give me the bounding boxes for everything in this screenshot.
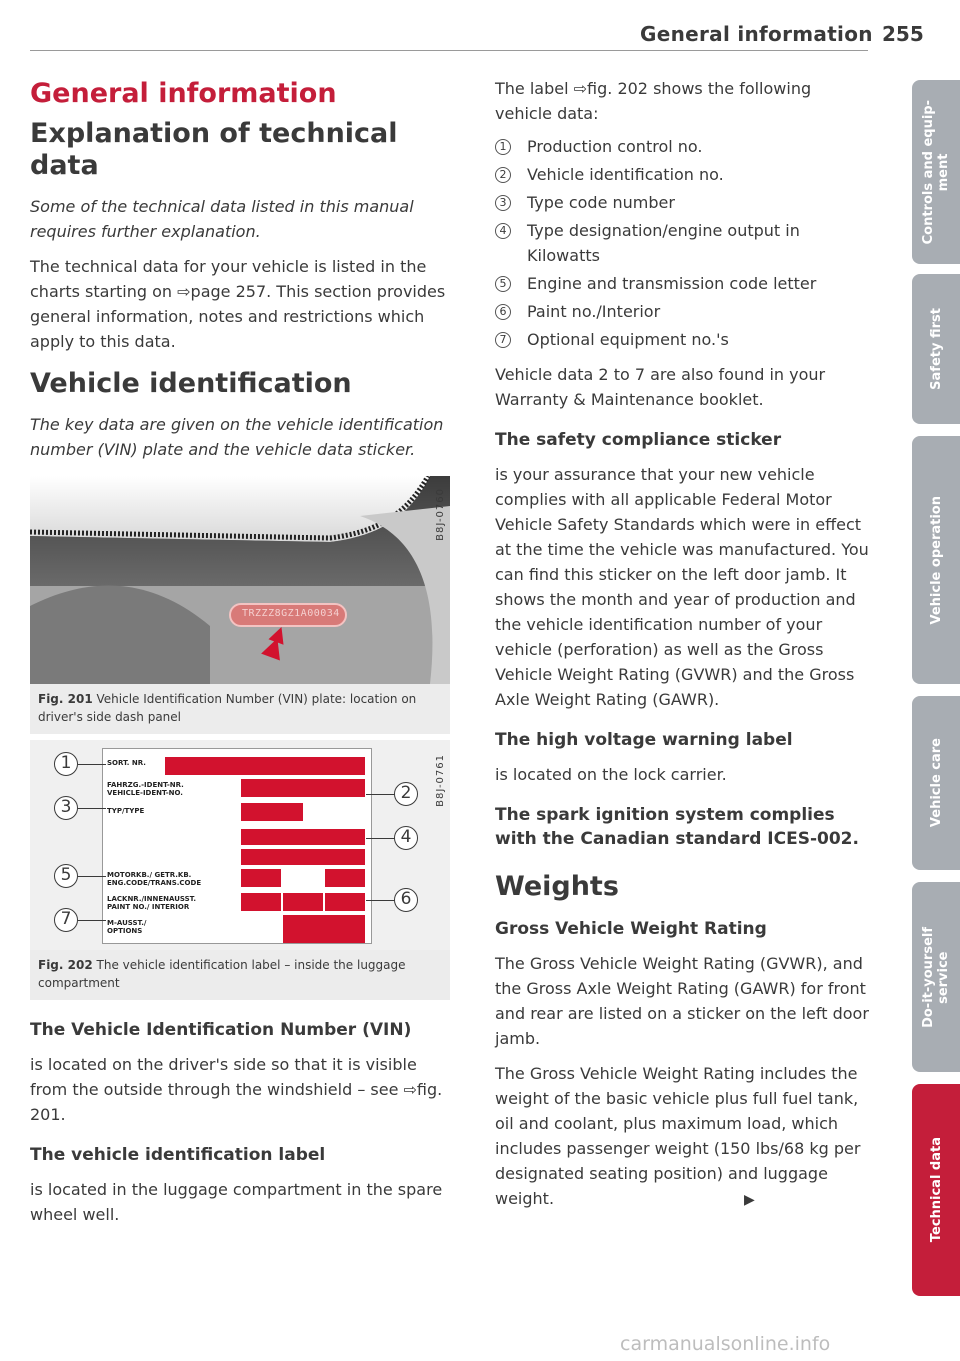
watermark-text: carmanualsonline.info bbox=[620, 1333, 831, 1355]
list-item bbox=[495, 271, 870, 296]
label-field-m-ausst: M-AUSST./ bbox=[107, 919, 147, 927]
callout-3: 3 bbox=[54, 796, 78, 820]
tab-label: Controls and equip- ment bbox=[921, 99, 951, 245]
tab-do-it-yourself-service[interactable] bbox=[912, 882, 960, 1072]
label-field-type: TYP/TYPE bbox=[107, 807, 145, 815]
list-item bbox=[495, 299, 870, 324]
figure-code: B8J-0761 bbox=[435, 754, 446, 807]
list-number: 6 bbox=[495, 304, 511, 320]
field-block-4a bbox=[241, 829, 365, 845]
page-number: 255 bbox=[882, 22, 924, 46]
paragraph-text: The Gross Vehicle Weight Rating includes the weight of the basic vehicle plus full fuel tank, oil and coolant, plus maximum load, which includes passenger weight (150 lbs/68 kg per designated seating position) and luggage weight. bbox=[495, 1064, 861, 1208]
gvwr-paragraph-1: The Gross Vehicle Weight Rating (GVWR), and the Gross Axle Weight Rating (GAWR) for front and rear are listed on a sticker on the left door jamb. bbox=[495, 954, 869, 1048]
vin-paragraph bbox=[30, 1052, 450, 1127]
section-lead-vehicle-identification: The key data are given on the vehicle identification number (VIN) plate and the vehicle data sticker. bbox=[30, 415, 444, 459]
section-lead-technical-data: Some of the technical data listed in this manual requires further explanation. bbox=[30, 197, 414, 241]
id-label-heading: The vehicle identification label bbox=[30, 1145, 326, 1165]
list-number: 1 bbox=[495, 139, 511, 155]
vin-plate-photo bbox=[30, 476, 450, 684]
tab-label: Vehicle operation bbox=[928, 495, 944, 625]
vehicle-data-note: Vehicle data 2 to 7 are also found in your Warranty & Maintenance booklet. bbox=[495, 365, 826, 409]
vehicle-id-label-diagram bbox=[30, 740, 450, 950]
callout-4: 4 bbox=[394, 826, 418, 850]
field-block-5b bbox=[325, 869, 365, 887]
figure-code: B8J-0760 bbox=[435, 488, 446, 541]
field-block-7 bbox=[283, 915, 365, 943]
high-voltage-heading: The high voltage warning label bbox=[495, 730, 793, 750]
tab-safety-first[interactable] bbox=[912, 274, 960, 424]
figure-202 bbox=[30, 740, 450, 1000]
figure-caption-text: Vehicle Identification Number (VIN) plate: location on driver's side dash panel bbox=[38, 692, 417, 724]
label-field-lack: LACKNR./INNENAUSST. bbox=[107, 895, 197, 903]
callout-1: 1 bbox=[54, 752, 78, 776]
list-item-text: Type designation/engine output in Kilowatts bbox=[527, 221, 800, 265]
safety-sticker-paragraph: is your assurance that your new vehicle complies with all applicable Federal Motor Vehicle Safety Standards which were in effect at the time the vehicle was manufactured. You can find this sticker on the left door jamb. It shows the month and year of production and the vehicle identification number of your vehicle (perforation) as well as the Gross Vehicle Weight Rating (GVWR) and the Gross Axle Weight Rating (GAWR). bbox=[495, 465, 869, 709]
list-item bbox=[495, 134, 870, 159]
figure-label: Fig. 202 bbox=[38, 958, 93, 972]
callout-6: 6 bbox=[394, 888, 418, 912]
tab-label: Vehicle care bbox=[928, 738, 944, 828]
paragraph-text: The label bbox=[495, 79, 574, 98]
section-title-weights: Weights bbox=[495, 871, 619, 902]
list-number: 3 bbox=[495, 195, 511, 211]
tab-technical-data[interactable] bbox=[912, 1084, 960, 1296]
gvwr-paragraph-2 bbox=[495, 1061, 870, 1213]
callout-line bbox=[78, 920, 106, 921]
callout-line bbox=[78, 808, 106, 809]
tab-label: Safety first bbox=[928, 308, 944, 390]
figure-201 bbox=[30, 476, 450, 734]
field-block-6b bbox=[283, 893, 323, 911]
label-intro-paragraph bbox=[495, 76, 870, 126]
chapter-title: General information bbox=[30, 78, 337, 109]
callout-2: 2 bbox=[394, 782, 418, 806]
paragraph-text: shows the following vehicle data: bbox=[495, 79, 812, 123]
list-number: 5 bbox=[495, 276, 511, 292]
callout-line bbox=[366, 900, 396, 901]
dashboard-illustration bbox=[30, 476, 450, 684]
field-block-6c bbox=[325, 893, 365, 911]
left-column bbox=[30, 70, 450, 1227]
tab-label: Do-it-yourself service bbox=[921, 926, 951, 1028]
page-reference-link[interactable]: ⇨page 257 bbox=[177, 282, 267, 301]
field-block-3 bbox=[241, 803, 303, 821]
callout-line bbox=[366, 838, 396, 839]
label-field-vehicle-ident: VEHICLE-IDENT-NO. bbox=[107, 789, 183, 797]
technical-data-paragraph bbox=[30, 254, 450, 354]
id-label-paragraph: is located in the luggage compartment in the spare wheel well. bbox=[30, 1180, 443, 1224]
list-item-text: Vehicle identification no. bbox=[527, 165, 724, 184]
figure-201-caption bbox=[30, 684, 450, 734]
tab-controls-and-equipment[interactable] bbox=[912, 80, 960, 264]
tab-label: Technical data bbox=[928, 1137, 944, 1243]
id-label-card bbox=[102, 748, 372, 944]
continue-arrow-icon: ▶ bbox=[744, 1192, 755, 1208]
safety-sticker-heading: The safety compliance sticker bbox=[495, 430, 782, 450]
tab-vehicle-care[interactable] bbox=[912, 696, 960, 870]
label-field-motor: MOTORKB./ GETR.KB. bbox=[107, 871, 192, 879]
field-block-1 bbox=[165, 757, 365, 775]
list-item bbox=[495, 162, 870, 187]
paragraph-text: . bbox=[60, 1105, 66, 1124]
figure-caption-text: The vehicle identification label – inside the luggage compartment bbox=[38, 958, 406, 990]
section-title-vehicle-identification: Vehicle identification bbox=[30, 368, 352, 399]
label-field-eng-code: ENG.CODE/TRANS.CODE bbox=[107, 879, 202, 887]
field-block-2 bbox=[241, 779, 365, 797]
gvwr-heading: Gross Vehicle Weight Rating bbox=[495, 919, 767, 939]
callout-5: 5 bbox=[54, 864, 78, 888]
section-title-technical-data: Explanation of technical data bbox=[30, 118, 398, 181]
list-item-text: Optional equipment no.'s bbox=[527, 330, 729, 349]
list-number: 7 bbox=[495, 332, 511, 348]
paragraph-text: The technical data for your vehicle is listed in the charts starting on bbox=[30, 257, 427, 301]
label-field-options: OPTIONS bbox=[107, 927, 143, 935]
list-item-text: Production control no. bbox=[527, 137, 703, 156]
vehicle-data-list bbox=[495, 134, 870, 352]
figure-reference-link[interactable]: ⇨fig. 201 bbox=[30, 1080, 443, 1124]
callout-7: 7 bbox=[54, 908, 78, 932]
list-item-text: Engine and transmission code letter bbox=[527, 274, 817, 293]
right-column bbox=[495, 76, 870, 1213]
figure-label: Fig. 201 bbox=[38, 692, 93, 706]
label-field-fahrzg: FAHRZG.-IDENT-NR. bbox=[107, 781, 184, 789]
callout-line bbox=[78, 876, 106, 877]
label-field-paint: PAINT NO./ INTERIOR bbox=[107, 903, 190, 911]
figure-reference-link[interactable]: ⇨fig. 202 bbox=[573, 79, 648, 98]
list-number: 4 bbox=[495, 223, 511, 239]
running-header-title: General information bbox=[640, 22, 873, 46]
list-item bbox=[495, 327, 870, 352]
tab-vehicle-operation[interactable] bbox=[912, 436, 960, 684]
list-number: 2 bbox=[495, 167, 511, 183]
header-divider bbox=[30, 50, 868, 51]
list-item-text: Paint no./Interior bbox=[527, 302, 661, 321]
list-item-text: Type code number bbox=[527, 193, 675, 212]
list-item bbox=[495, 218, 870, 268]
paragraph-text: is located on the driver's side so that it is visible from the outside through the windshield – see bbox=[30, 1055, 417, 1099]
spark-ignition-heading: The spark ignition system complies with the Canadian standard ICES-002. bbox=[495, 805, 859, 849]
label-field-sort-nr: SORT. NR. bbox=[107, 759, 146, 767]
field-block-4b bbox=[241, 849, 365, 865]
paragraph-text: . This section provides general information, notes and restrictions which apply to this data. bbox=[30, 282, 446, 351]
callout-line bbox=[366, 794, 396, 795]
high-voltage-paragraph: is located on the lock carrier. bbox=[495, 765, 727, 784]
field-block-5a bbox=[241, 869, 281, 887]
vin-heading: The Vehicle Identification Number (VIN) bbox=[30, 1020, 412, 1040]
field-block-6a bbox=[241, 893, 281, 911]
callout-line bbox=[78, 764, 106, 765]
vin-text-on-plate: TRZZZ8GZ1A00034 bbox=[242, 608, 340, 619]
list-item bbox=[495, 190, 870, 215]
figure-202-caption bbox=[30, 950, 450, 1000]
